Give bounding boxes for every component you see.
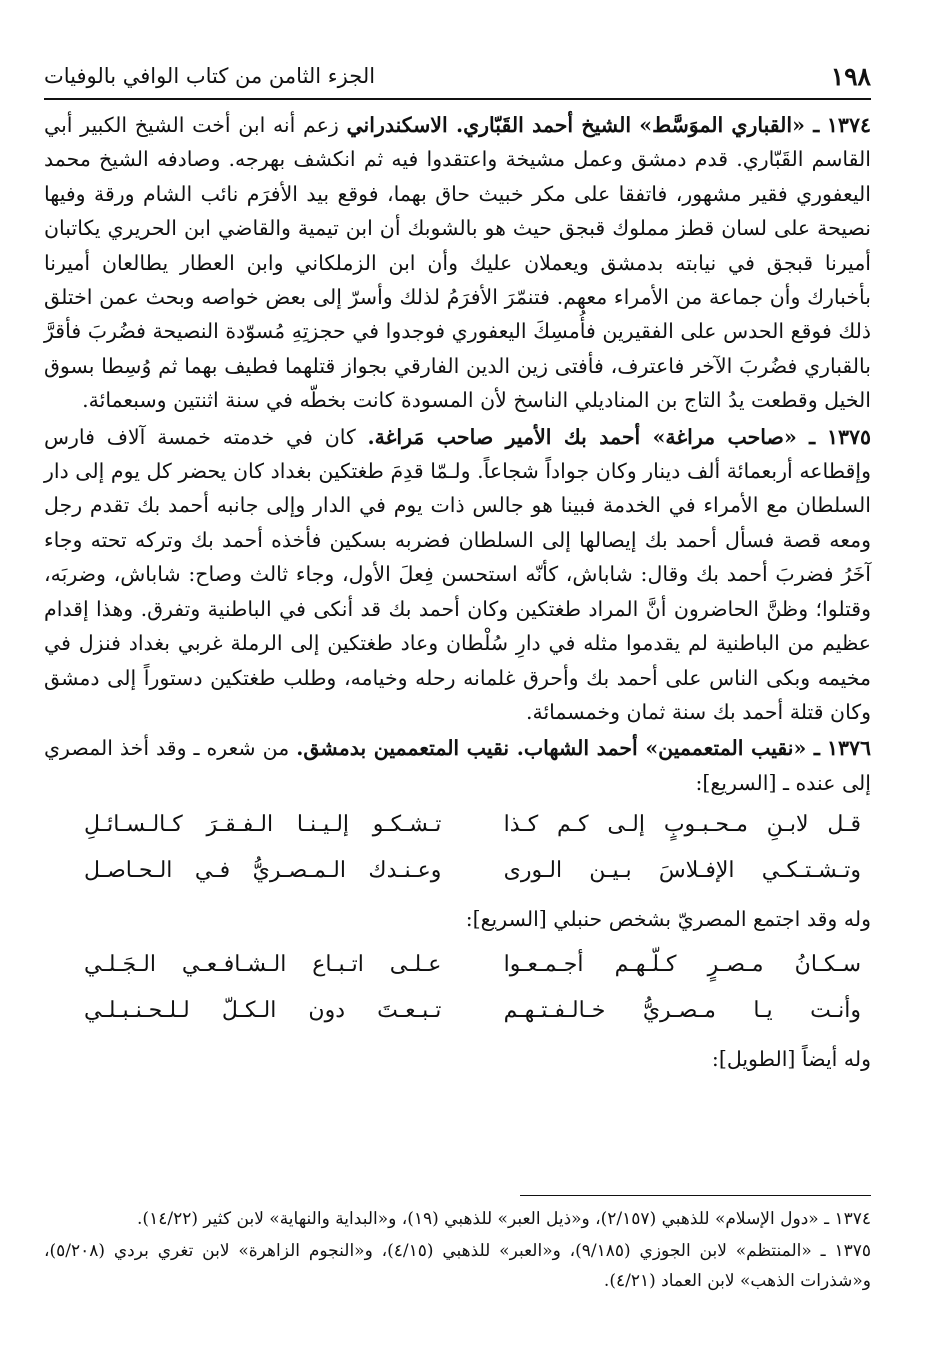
entry-text: زعم أنه ابن أخت الشيخ الكبير أبي القاسم القَبّاري. قدم دمشق وعمل مشيخة واعتقدوا فيه ثم انكشف بهرجه. وصادفه الشيخ محمد اليعفوري فقير مشهور، فاتفقا على مكر خبيث حاق بهما، فوقع بيد الأفرَم نائب الشام ورقة وفيها نصيحة على لسان قطز مملوك قبجق حيث هو بالشوبك أن ابن تيمية والقاضي ابن الحريري يكاتبان أميرنا قبجق في نيابته بدمشق ويعملان عليك وأن ابن الزملكاني وابن العطار يطالعان أميرنا بأخبارك وأن جماعة من الأمراء معهم. فتنمّرَ الأفرَمُ لذلك وأسرّ إلى بعض خواصه وبحث عمن اختلق ذلك فوقع الحدس على الفقيرين فأُمسِكَ اليعفوري فوجدوا في حجزتِهِ مُسوّدة النصيحة فضُربَ فأقرَّ بالقباري فضُربَ الآخر فاعترف، فأفتى زين الدين الفارقي بجواز قتلهما فطيف بهما ثم وُسِطا بسوق الخيل وقطعت يدُ التاج بن المناديلي الناسخ لأن المسودة كانت بخطّه في سنة اثنتين وسبعمائة. bbox=[44, 113, 871, 413]
poem-2-intro: وله وقد اجتمع المصريّ بشخص حنبلي [السريع]: bbox=[465, 907, 871, 932]
running-title: الجزء الثامن من كتاب الوافي بالوفيات bbox=[44, 64, 376, 88]
main-text bbox=[44, 108, 871, 1082]
closing-line: وله أيضاً [الطويل]: bbox=[711, 1047, 871, 1072]
entry-text: من شعره ـ وقد أخذ المصري إلى عنده ـ [السريع]: bbox=[44, 736, 871, 795]
verse-second-hemistich: عـلـى اتـبـاع الـشـافـعـي الـجَـلـي bbox=[84, 952, 442, 978]
verse-first-hemistich: وأنـت يـا مـصـريُّ خـالـفـتـهـم bbox=[503, 998, 861, 1024]
entry-title: «القباري الموَسَّط» الشيخ أحمد القَبّاري. الاسكندراني bbox=[346, 113, 805, 137]
entry-number: ١٣٧٦ bbox=[826, 736, 871, 761]
footnote-1374: ١٣٧٤ ـ «دول الإسلام» للذهبي (٢/١٥٧)، و«ذيل العبر» للذهبي (١٩)، و«البداية والنهاية» لابن كثير (١٤/٢٢). bbox=[137, 1209, 871, 1229]
verse-first-hemistich: وتـشـتـكـي الإفـلاسَ بـيـن الـورى bbox=[503, 858, 861, 884]
entry-text: كان في خدمته خمسة آلاف فارس وإقطاعه أربعمائة ألف دينار وكان جواداً شجاعاً. ولـمّا قدِمَ طغتكين بغداد كان يحضر كل يوم إلى دار السلطان مع الأمراء في الخدمة فبينا هو جالس ذات يوم في الدار وإلى جانبه أحمد بك تقدم رجل ومعه قصة فسأل أحمد بك إيصالها إلى السلطان فضربه بسكين فأخذه أحمد بك وتركه تحته وجاء آخَرُ فضربَ أحمد بك وقال: شاباش، كأنّه استحسن فِعلَ الأول، وجاء ثالث وصاح: شاباش، وضربَه، وقتلوا؛ وظنَّ الحاضرون أنَّ المراد طغتكين وكان أحمد بك قد أنكى في الباطنية وتفرق. وهذا إقدام عظيم من الباطنية لم يقدموا مثله في دارِ سُلْطان وعاد طغتكين إلى الرملة غربي بغداد فنزل في مخيمه وبكى الناس على أحمد بك وأحرق غلمانه رحله وخيامه، وطلب طغتكين دستوراً إلى دمشق وكان قتلة أحمد بك سنة ثمان وخمسمائة. bbox=[44, 424, 871, 724]
entry-1376: ١٣٧٦ ـ «نقيب المتعممين» أحمد الشهاب. نقيب المتعممين بدمشق. من شعره ـ وقد أخذ المصري إلى عنده ـ [السريع]: bbox=[44, 736, 871, 795]
footnote-rule bbox=[520, 1195, 871, 1196]
poem-1 bbox=[44, 802, 871, 894]
verse-second-hemistich: وعـنـدك الـمـصـريُّ فـي الـحـاصـل bbox=[84, 858, 442, 884]
entry-1375: ١٣٧٥ ـ «صاحب مراغة» أحمد بك الأمير صاحب مَراغة. كان في خدمته خمسة آلاف فارس وإقطاعه أربعمائة ألف دينار وكان جواداً شجاعاً. ولـمّا قدِمَ طغتكين بغداد كان يحضر كل يوم إلى دار السلطان مع الأمراء في الخدمة فبينا هو جالس ذات يوم في الدار وإلى جانبه أحمد بك تقدم رجل ومعه قصة فسأل أحمد بك إيصالها إلى السلطان فضربه بسكين فأخذه أحمد بك وتركه تحته وجاء آخَرُ فضربَ أحمد بك وقال: شاباش، كأنّه استحسن فِعلَ الأول، وجاء ثالث وصاح: شاباش، وضربَه، وقتلوا؛ وظنَّ الحاضرون أنَّ المراد طغتكين وكان أحمد بك قد أنكى في الباطنية وتفرق. وهذا إقدام عظيم من الباطنية لم يقدموا مثله في دارِ سُلْطان وعاد طغتكين إلى الرملة غربي بغداد فنزل في مخيمه وبكى الناس على أحمد بك وأحرق غلمانه رحله وخيامه، وطلب طغتكين دستوراً إلى دمشق وكان قتلة أحمد بك سنة ثمان وخمسمائة. bbox=[44, 424, 871, 724]
entry-number: ١٣٧٥ bbox=[826, 424, 871, 449]
poem-2 bbox=[44, 942, 871, 1034]
footnotes bbox=[44, 1204, 871, 1298]
verse-line bbox=[44, 802, 871, 848]
header-rule bbox=[44, 98, 871, 100]
verse-line bbox=[44, 942, 871, 988]
verse-second-hemistich: تـبـعـتَ دون الـكـلّ لـلـحـنـبـلـي bbox=[84, 998, 442, 1024]
verse-first-hemistich: سـكـانُ مـصـرٍ كـلّـهـم أجـمـعـوا bbox=[503, 952, 861, 978]
verse-second-hemistich: تـشـكـو إلـيـنـا الـفـقـرَ كـالـسـائـلِ bbox=[84, 812, 442, 838]
verse-first-hemistich: قـل لابـنِ مـحـبـوبٍ إلـى كـم كـذا bbox=[503, 812, 861, 838]
footnote-1375: ١٣٧٥ ـ «المنتظم» لابن الجوزي (٩/١٨٥)، و«العبر» للذهبي (٤/١٥)، و«النجوم الزاهرة» لابن تغري بردي (٥/٢٠٨)، و«شذرات الذهب» لابن العماد (٤/٢١). bbox=[44, 1241, 871, 1291]
verse-line bbox=[44, 848, 871, 894]
verse-line bbox=[44, 988, 871, 1034]
page-number: ١٩٨ bbox=[830, 61, 871, 91]
page-header bbox=[44, 56, 871, 96]
entry-title: «نقيب المتعممين» أحمد الشهاب. نقيب المتعممين بدمشق. bbox=[296, 736, 807, 761]
entry-1374: ١٣٧٤ ـ «القباري الموَسَّط» الشيخ أحمد القَبّاري. الاسكندراني زعم أنه ابن أخت الشيخ الكبير أبي القاسم القَبّاري. قدم دمشق وعمل مشيخة واعتقدوا فيه ثم انكشف بهرجه. وصادفه الشيخ محمد اليعفوري فقير مشهور، فاتفقا على مكر خبيث حاق بهما، فوقع بيد الأفرَم نائب الشام ورقة وفيها نصيحة على لسان قطز مملوك قبجق حيث هو بالشوبك أن ابن تيمية والقاضي ابن الحريري يكاتبان أميرنا قبجق في نيابته بدمشق ويعملان عليك وأن ابن الزملكاني وابن العطار يطالعان أميرنا بأخبارك وأن جماعة من الأمراء معهم. فتنمّرَ الأفرَمُ لذلك وأسرّ إلى بعض خواصه وبحث عمن اختلق ذلك فوقع الحدس على الفقيرين فأُمسِكَ اليعفوري فوجدوا في حجزتِهِ مُسوّدة النصيحة فضُربَ فأقرَّ بالقباري فضُربَ الآخر فاعترف، فأفتى زين الدين الفارقي بجواز قتلهما فطيف بهما ثم وُسِطا بسوق الخيل وقطعت يدُ التاج بن المناديلي الناسخ لأن المسودة كانت بخطّه في سنة اثنتين وسبعمائة. bbox=[44, 113, 871, 413]
entry-number: ١٣٧٤ bbox=[826, 113, 871, 137]
entry-title: «صاحب مراغة» أحمد بك الأمير صاحب مَراغة. bbox=[367, 424, 797, 449]
